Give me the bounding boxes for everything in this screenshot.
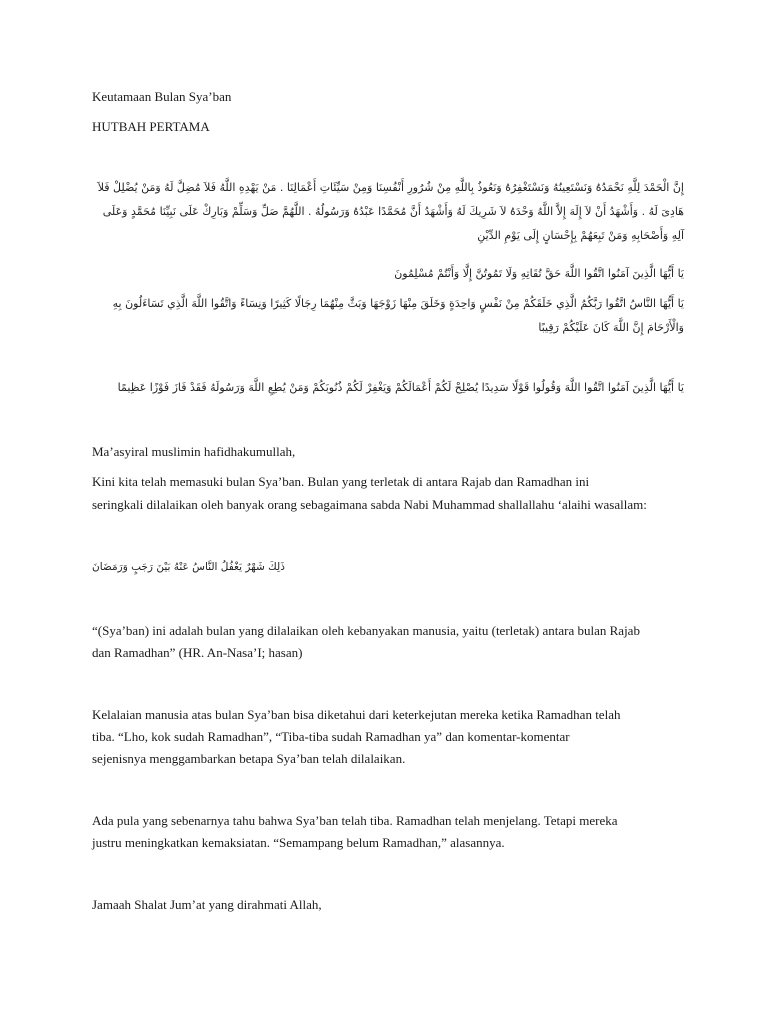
arabic-opening-prayer: إِنَّ الْحَمْدَ لِلَّهِ نَحْمَدُهُ وَنَسْتَعِينُهُ وَنَسْتَغْفِرُهُ وَنَعُوذُ بِاللَّهِ مِنْ شُرُورِ أَنْفُسِنَا وَمِنْ سَيِّئَاتِ أَعْمَالِنَا . مَنْ يَهْدِهِ اللَّهُ فَلاَ مُضِلَّ لَهُ وَمَنْ يُضْلِلْ فَلاَ هَادِىَ لَهُ . وَأَشْهَدُ أَنْ لاَ إِلَهَ إِلاَّ اللَّهُ وَحْدَهُ لاَ شَرِيكَ لَهُ وَأَشْهَدُ أَنَّ مُحَمَّدًا عَبْدُهُ وَرَسُولُهُ . اللَّهُمَّ صَلِّ وَسَلِّمْ وَبَارِكْ عَلَى نَبِيِّنَا مُحَمَّدٍ وَعَلَى آلِهِ وَأَصْحَابِهِ وَمَنْ تَبِعَهُمْ بِإِحْسَانٍ إِلَى يَوْمِ الدِّيْنِ xyxy=(97,181,684,242)
document-title: Keutamaan Bulan Sya’ban xyxy=(92,89,232,104)
arabic-quran-verse-3: يَا أَيُّهَا الَّذِينَ آمَنُوا اتَّقُوا اللَّهَ وَقُولُوا قَوْلًا سَدِيدًا يُصْلِحْ لَكُمْ أَعْمَالَكُمْ وَيَغْفِرْ لَكُمْ ذُنُوبَكُمْ وَمَنْ يُطِعِ اللَّهَ وَرَسُولَهُ فَقَدْ فَازَ فَوْزًا عَظِيمًا xyxy=(117,381,684,394)
arabic-quran-verse-1: يَا أَيُّهَا الَّذِينَ آمَنُوا اتَّقُوا اللَّهَ حَقَّ تُقَاتِهِ وَلَا تَمُوتُنَّ إِلَّا وَأَنْتُمْ مُسْلِمُونَ xyxy=(394,267,684,280)
section-heading: HUTBAH PERTAMA xyxy=(92,119,210,134)
greeting-jamaah: Jamaah Shalat Jum’at yang dirahmati Allah, xyxy=(92,897,322,912)
paragraph-3-line-2: justru meningkatkan kemaksiatan. “Semampang belum Ramadhan,” alasannya. xyxy=(92,835,505,850)
hadith-translation-line-2: dan Ramadhan” (HR. An-Nasa’I; hasan) xyxy=(92,645,303,660)
hadith-translation-line-1: “(Sya’ban) ini adalah bulan yang dilalaikan oleh kebanyakan manusia, yaitu (terletak) antara bulan Rajab xyxy=(92,623,640,638)
paragraph-2-line-2: tiba. “Lho, kok sudah Ramadhan”, “Tiba-tiba sudah Ramadhan ya” dan komentar-komentar xyxy=(92,729,570,744)
paragraph-2-line-3: sejenisnya menggambarkan betapa Sya’ban telah dilalaikan. xyxy=(92,751,406,766)
paragraph-2-line-1: Kelalaian manusia atas bulan Sya’ban bisa diketahui dari keterkejutan mereka ketika Ramadhan telah xyxy=(92,707,621,722)
arabic-quran-verse-2: يَا أَيُّهَا النَّاسُ اتَّقُوا رَبَّكُمُ الَّذِي خَلَقَكُمْ مِنْ نَفْسٍ وَاحِدَةٍ وَخَلَقَ مِنْهَا زَوْجَهَا وَبَثَّ مِنْهُمَا رِجَالًا كَثِيرًا وَنِسَاءً وَاتَّقُوا اللَّهَ الَّذِي تَسَاءَلُونَ بِهِ وَالْأَرْحَامَ إِنَّ اللَّهَ كَانَ عَلَيْكُمْ رَقِيبًا xyxy=(112,297,684,334)
paragraph-3-line-1: Ada pula yang sebenarnya tahu bahwa Sya’ban telah tiba. Ramadhan telah menjelang. Tetapi mereka xyxy=(92,813,618,828)
greeting-muslimin: Ma’asyiral muslimin hafidhakumullah, xyxy=(92,444,296,459)
arabic-hadith: ذَلِكَ شَهْرٌ يَغْفُلُ النَّاسُ عَنْهُ بَيْنَ رَجَبٍ وَرَمَضَانَ xyxy=(92,561,285,573)
paragraph-1-line-1: Kini kita telah memasuki bulan Sya’ban. Bulan yang terletak di antara Rajab dan Ramadhan ini xyxy=(92,474,590,489)
paragraph-1-line-2: seringkali dilalaikan oleh banyak orang sebagaimana sabda Nabi Muhammad shallallahu ‘alaihi wasallam: xyxy=(92,497,647,512)
